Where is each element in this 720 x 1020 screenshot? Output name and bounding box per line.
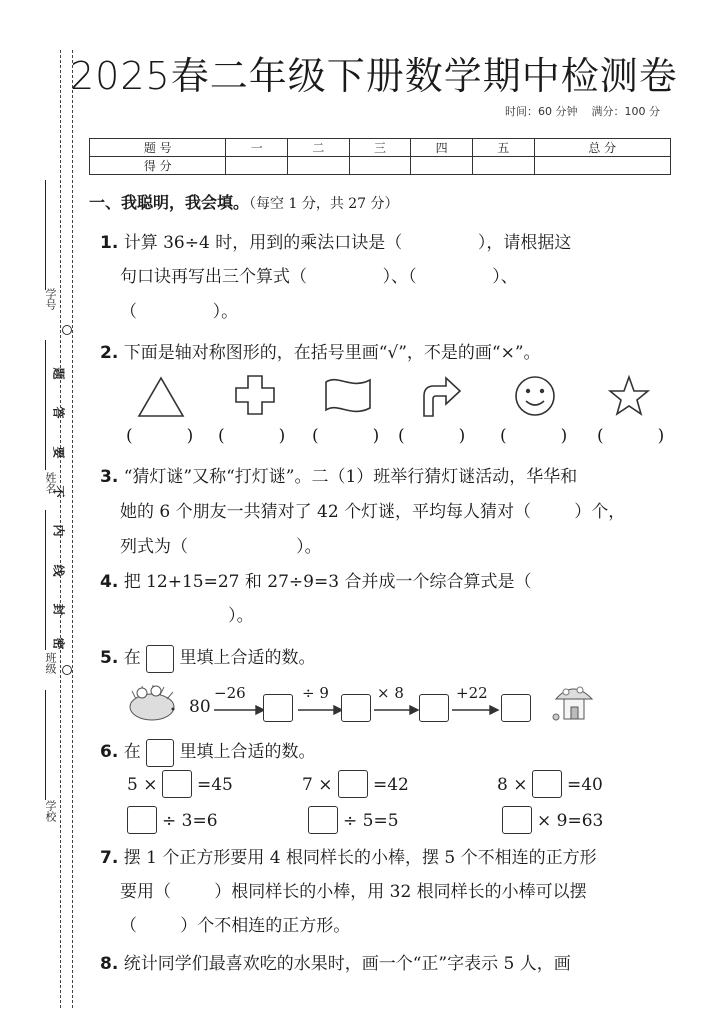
q6-pre: 在	[123, 742, 141, 762]
q6-item-right: =40	[567, 775, 603, 795]
q7-line3: （ ）个不相连的正方形。	[120, 916, 351, 936]
score-cell[interactable]	[411, 157, 473, 175]
triangle-icon	[137, 376, 185, 418]
seal-circle	[62, 665, 72, 675]
turn-arrow-icon	[418, 374, 462, 418]
q7-text: 摆 1 个正方形要用 4 根同样长的小棒，摆 5 个不相连的正方形	[123, 848, 597, 868]
class-blank	[45, 510, 46, 650]
seal-char: 内	[51, 524, 66, 537]
student-id-blank	[45, 180, 46, 290]
q4-text: 把 12+15=27 和 27÷9=3 合并成一个综合算式是（	[123, 572, 532, 592]
seal-char: 答	[51, 406, 66, 419]
q3-line2: 她的 6 个朋友一共猜对了 42 个灯谜，平均每人猜对（ ）个，	[120, 502, 626, 522]
hedgehog-icon	[126, 683, 180, 727]
score-cell[interactable]	[534, 157, 671, 175]
q6-item-right: × 9=63	[537, 811, 604, 831]
q4-line2: ）。	[120, 606, 254, 626]
score-table-header	[90, 139, 671, 157]
answer-box[interactable]	[341, 694, 371, 722]
time-limit: 时间：60 分钟	[505, 105, 578, 118]
answer-box[interactable]	[263, 694, 293, 722]
answer-box[interactable]	[162, 770, 192, 798]
answer-box[interactable]	[308, 806, 338, 834]
question-number: 1.	[100, 233, 119, 253]
example-box	[146, 739, 174, 767]
answer-box[interactable]	[127, 806, 157, 834]
question-number: 2.	[100, 343, 119, 363]
question-number: 5.	[100, 648, 119, 668]
op-label: × 8	[377, 684, 404, 702]
q6-item-right: ÷ 3=6	[162, 811, 218, 831]
question-number: 8.	[100, 954, 119, 974]
answer-box[interactable]	[419, 694, 449, 722]
seal-char: 题	[51, 367, 66, 380]
q1-line3: （ ）。	[120, 302, 239, 322]
q2-text: 下面是轴对称图形的，在括号里画“√”，不是的画“×”。	[123, 343, 541, 363]
table-header-cell: 一	[226, 139, 288, 157]
score-cell[interactable]	[288, 157, 350, 175]
question-number: 4.	[100, 572, 119, 592]
score-cell[interactable]	[472, 157, 534, 175]
q4-line1	[100, 567, 531, 592]
q6-item-right: ÷ 5=5	[343, 811, 399, 831]
q7-line2: 要用（ ）根同样长的小棒，用 32 根同样长的小棒可以摆	[120, 882, 587, 902]
q3-text: “猜灯谜”又称“打灯谜”。二（1）班举行猜灯谜活动，华华和	[123, 467, 578, 487]
q1-line1	[100, 228, 571, 253]
op-label: −26	[214, 684, 246, 702]
score-cell[interactable]	[349, 157, 411, 175]
example-box	[146, 645, 174, 673]
answer-paren[interactable]: ( )	[126, 426, 194, 446]
answer-box[interactable]	[532, 770, 562, 798]
class-label: 班级	[44, 652, 57, 674]
cross-icon	[234, 374, 276, 416]
page-title: 2025春二年级下册数学期中检测卷	[70, 54, 678, 98]
score-cell[interactable]	[226, 157, 288, 175]
answer-box[interactable]	[502, 806, 532, 834]
full-score: 满分：100 分	[591, 105, 660, 118]
q5-line1	[100, 643, 316, 673]
seal-char: 不	[51, 485, 66, 498]
score-table-row	[90, 157, 671, 175]
q6-line1	[100, 737, 316, 767]
table-header-cell: 二	[288, 139, 350, 157]
answer-paren[interactable]: ( )	[218, 426, 286, 446]
q5-post: 里填上合适的数。	[179, 648, 316, 668]
table-row-label: 得 分	[90, 157, 226, 175]
q8-text: 统计同学们最喜欢吃的水果时，画一个“正”字表示 5 人，画	[123, 954, 571, 974]
table-header-cell: 四	[411, 139, 473, 157]
question-number: 6.	[100, 742, 119, 762]
q6-post: 里填上合适的数。	[179, 742, 316, 762]
section-heading	[89, 190, 399, 213]
school-label: 学校	[44, 800, 57, 822]
q6-item-right: =45	[197, 775, 233, 795]
q1-line2: 句口诀再写出三个算式（ ）、（ ）、	[120, 267, 518, 287]
answer-box[interactable]	[338, 770, 368, 798]
name-blank	[45, 340, 46, 470]
mushroom-house-icon	[550, 679, 596, 729]
flag-icon	[323, 376, 373, 416]
question-number: 7.	[100, 848, 119, 868]
star-icon	[608, 375, 650, 417]
question-number: 3.	[100, 467, 119, 487]
answer-paren[interactable]: ( )	[398, 426, 466, 446]
name-label: 姓名	[44, 472, 57, 494]
table-header-cell: 三	[349, 139, 411, 157]
seal-char: 线	[51, 564, 66, 577]
score-table	[89, 138, 671, 175]
seal-circle	[62, 325, 72, 335]
q1-text: 计算 36÷4 时，用到的乘法口诀是（ ），请根据这	[123, 233, 572, 253]
school-blank	[45, 690, 46, 800]
student-id-label: 学号	[44, 288, 57, 310]
answer-paren[interactable]: ( )	[312, 426, 380, 446]
table-header-cell: 五	[472, 139, 534, 157]
section-title: 一、我聪明，我会填。	[89, 193, 250, 212]
table-header-cell: 总 分	[534, 139, 671, 157]
chain-start-number: 80	[189, 697, 211, 717]
q2-line1	[100, 338, 541, 363]
seal-line-right	[72, 50, 73, 1008]
q6-item-left: 8 ×	[497, 775, 528, 795]
answer-paren[interactable]: ( )	[500, 426, 568, 446]
op-label: +22	[456, 684, 488, 702]
seal-char: 封	[51, 603, 66, 616]
op-label: ÷ 9	[302, 684, 329, 702]
table-header-cell: 题 号	[90, 139, 226, 157]
q8-line1	[100, 949, 571, 974]
q3-line1	[100, 462, 577, 487]
seal-char: 密	[51, 637, 66, 650]
answer-paren[interactable]: ( )	[597, 426, 665, 446]
section-note: （每空 1 分，共 27 分）	[249, 196, 399, 212]
q6-item-left: 5 ×	[127, 775, 158, 795]
q5-pre: 在	[123, 648, 141, 668]
answer-box[interactable]	[501, 694, 531, 722]
q7-line1	[100, 843, 597, 868]
seal-char: 要	[51, 446, 66, 459]
q6-item-right: =42	[373, 775, 409, 795]
q6-item-left: 7 ×	[302, 775, 333, 795]
exam-meta	[505, 103, 660, 119]
smiley-icon	[514, 375, 556, 417]
q3-line3: 列式为（ ）。	[120, 537, 322, 557]
